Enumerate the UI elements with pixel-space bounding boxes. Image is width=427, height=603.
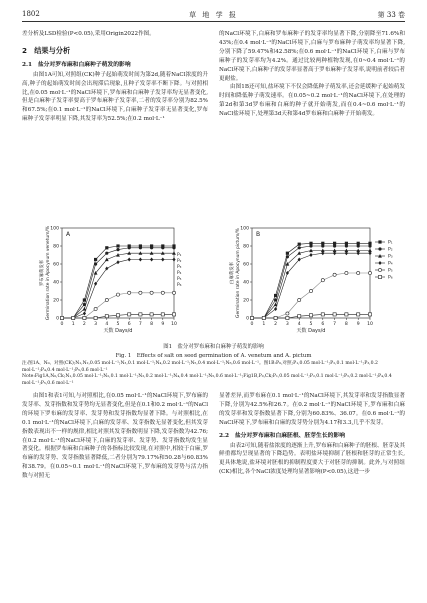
legend-label: P₅	[388, 268, 393, 274]
x-tick-label: 5	[116, 322, 120, 327]
data-point	[94, 258, 97, 261]
data-point	[345, 271, 348, 274]
x-axis-label: 天数 Days/d	[103, 328, 133, 334]
series-label: P₅	[177, 277, 182, 282]
data-point	[286, 316, 289, 319]
subsection-heading: 2.2 盐分对罗布麻和白麻胚根、胚芽生长的影响	[219, 432, 346, 439]
data-point	[172, 291, 175, 294]
data-point	[116, 314, 119, 317]
x-tick-label: 8	[344, 322, 348, 327]
x-tick-label: 7	[333, 322, 337, 327]
series-label: P₆	[177, 283, 182, 288]
x-tick-label: 0	[250, 322, 254, 327]
data-point	[72, 316, 75, 319]
data-point	[161, 258, 164, 262]
legend-label: P₆	[388, 275, 393, 281]
chart-panel-a	[38, 222, 208, 340]
data-point	[378, 247, 381, 250]
figure-caption-en: Fig. 1 Effects of salt on seed germination of A. venetum and A. pictum	[115, 353, 312, 359]
y-tick-label: 100	[240, 226, 249, 232]
legend-label: P₄	[388, 261, 393, 267]
plot-frame	[62, 228, 174, 318]
x-tick-label: 5	[309, 322, 313, 327]
series-line	[62, 246, 174, 318]
data-point	[378, 240, 381, 243]
data-point	[274, 316, 277, 319]
data-point	[161, 246, 164, 249]
data-point	[298, 298, 301, 301]
data-point	[286, 312, 289, 315]
left-column-top	[22, 30, 208, 124]
volume-number: 第 33 卷	[377, 11, 405, 19]
data-point	[250, 316, 253, 319]
series-line	[252, 251, 370, 319]
data-point	[378, 261, 381, 265]
x-tick-label: 8	[150, 322, 154, 327]
figure-caption-cn: 图1 盐分对罗布麻和白麻种子萌发的影响	[163, 344, 264, 350]
paragraph: 差分析及LSD检验(P<0.05),采用Origin2022作图。	[22, 31, 155, 37]
data-point	[357, 244, 360, 247]
data-point	[116, 244, 119, 247]
data-point	[286, 252, 289, 255]
paragraph: 由图1B还可知,盐环境下不仅会降低种子萌发率,还会延缓种子起始萌发时间和降低种子萌发速率。在0.05~0.2 mol·L⁻¹的NaCl环境下,在处理的第2d和第3d罗布麻和白麻的种子就开始萌发,而在0.4~0.6 mol·L⁻¹的NaCl盐环境下,处理第3d天和第4d罗布麻和白麻种子开始萌发。	[219, 84, 405, 118]
legend-label: P₁	[388, 240, 393, 246]
data-point	[150, 313, 153, 316]
x-tick-label: 1	[71, 322, 75, 327]
x-tick-label: 10	[171, 322, 177, 327]
x-tick-label: 6	[321, 322, 325, 327]
series-label: P₂	[177, 259, 182, 264]
y-tick-label: 40	[243, 280, 249, 286]
data-point	[309, 289, 312, 292]
figure-note-cn: 注:图1A、N₀、对照(CK);N₁,N₂,0.05 mol·L⁻¹;N₃,0.1 mol·L⁻¹;N₄,0.2 mol·L⁻¹;N₅,0.4 mol·L⁻¹;N₆,0.6 mol·L⁻¹。图1B:P₀,对照;P₁,0.05 mol·L⁻¹;P₂,0.1 mol·L⁻¹;P₃,0.2 mol·L⁻¹;P₄,0.4 mol·L⁻¹;P₅,0.6 mol·L⁻¹	[22, 361, 378, 373]
y-axis-label: Germination rate in Apocynum pictum/%	[236, 228, 241, 318]
data-point	[368, 244, 371, 247]
y-tick-label: 20	[53, 298, 59, 304]
y-tick-label: 60	[53, 262, 59, 268]
section-heading: 2 结果与分析	[22, 45, 71, 55]
data-point	[83, 316, 86, 319]
left-column-bottom	[22, 392, 208, 481]
data-point	[309, 244, 312, 247]
panel-label: B	[256, 231, 261, 238]
x-tick-label: 7	[138, 322, 142, 327]
x-tick-label: 6	[127, 322, 131, 327]
data-point	[274, 307, 277, 311]
data-point	[105, 246, 108, 249]
data-point	[161, 291, 164, 294]
series-line	[252, 253, 370, 318]
page-number: 1802	[22, 10, 40, 18]
data-point	[345, 313, 348, 316]
data-point	[161, 313, 164, 316]
subsection-heading: 2.1 盐分对罗布麻和白麻种子萌发的影响	[22, 61, 131, 68]
data-point	[105, 258, 109, 262]
data-point	[150, 246, 153, 249]
data-point	[172, 246, 175, 249]
data-point	[333, 273, 336, 276]
data-point	[60, 316, 63, 319]
data-point	[105, 252, 108, 255]
data-point	[116, 248, 119, 251]
data-point	[333, 244, 336, 247]
data-point	[286, 255, 289, 258]
data-point	[321, 244, 324, 247]
data-point	[139, 313, 142, 316]
x-tick-label: 10	[367, 322, 373, 327]
data-point	[83, 312, 86, 316]
data-point	[368, 313, 371, 316]
data-point	[172, 313, 175, 316]
right-column-top	[219, 30, 405, 119]
data-point	[368, 271, 371, 274]
y-tick-label: 80	[243, 244, 249, 250]
y-tick-label: 40	[53, 280, 59, 286]
data-point	[105, 315, 108, 318]
data-point	[298, 246, 301, 249]
y-axis-label: Germination rate in Apocynum venetum/%	[46, 225, 51, 321]
data-point	[116, 260, 119, 264]
y-tick-label: 80	[53, 244, 59, 250]
x-tick-label: 2	[274, 322, 278, 327]
data-point	[128, 258, 131, 262]
x-tick-label: 3	[285, 322, 289, 327]
x-tick-label: 3	[94, 322, 98, 327]
panel-label: A	[66, 231, 71, 238]
data-point	[105, 298, 108, 301]
data-point	[94, 316, 97, 319]
data-point	[378, 275, 381, 278]
x-tick-label: 1	[262, 322, 266, 327]
data-point	[321, 279, 324, 282]
data-point	[116, 293, 119, 296]
y-tick-label: 0	[56, 316, 59, 322]
series-line	[62, 248, 174, 318]
legend-label: P₃	[388, 254, 393, 260]
data-point	[128, 313, 131, 316]
data-point	[357, 313, 360, 316]
data-point	[94, 307, 97, 310]
data-point	[378, 268, 381, 271]
series-label: P₃	[177, 265, 182, 270]
journal-name: 草 地 学 报	[189, 11, 238, 19]
series-label: P₄	[177, 271, 182, 276]
x-tick-label: 9	[356, 322, 360, 327]
paragraph: 由表2可知,随着盐浓度的逐渐上升,罗布麻和白麻种子的胚根、胚芽及其鲜重都均呈现显著的下降趋势。表明盐环境抑制了胚根和胚芽的正常生长,更具体地说,盐环境对胚根的抑制程度要大于对胚芽的抑制。此外,与对照组(CK)相比,各个NaCl浓度处理均显著影响(P<0.05),这进一步	[219, 442, 405, 476]
data-point	[94, 262, 97, 265]
y-tick-label: 0	[246, 316, 249, 322]
paragraph: 的NaCl环境下,白麻和罗布麻种子的发芽率均显著下降,分别降至71.6%和43%;在0.4 mol·L⁻¹的NaCl环境下,白麻与罗布麻种子萌发率均显著下降,分别下降了59.47%和42.58%;在0.6 mol·L⁻¹的NaCl环境下,白麻与罗布麻种子的发芽率均为4.2%。通过比较两种植物发现,在0~0.4 mol·L⁻¹的NaCl环境下,白麻种子的发芽率显著高于罗布麻种子发芽率,说明前者较后者更耐盐。	[219, 31, 405, 82]
y-axis-label: 罗布麻萌发率	[40, 259, 45, 287]
right-column-bottom	[219, 392, 405, 477]
header-rule	[22, 21, 405, 22]
data-point	[139, 258, 142, 262]
x-tick-label: 0	[60, 322, 64, 327]
data-point	[128, 246, 131, 249]
data-point	[128, 291, 131, 294]
data-point	[139, 246, 142, 249]
paragraph: 由图1A可知,对照组(CK)种子起始萌发时间为第2d,随着NaCl浓度的升高,种子的起始萌发时间会出现滞后现象,且种子发芽率不断下降。与对照相比,在0.05 mol·L⁻¹的NaCl环境下,罗布麻和白麻种子发芽率均无显著变化,但是白麻种子发芽率要高于罗布麻种子发芽率,二者的发芽率分别为82.5%和67.5%;在0.1 mol·L⁻¹的NaCl环境下,白麻种子发芽率无显著变化,罗布麻种子发芽率明显下降,其发芽率为52.5%;在0.2 mol·L⁻¹	[22, 71, 208, 123]
x-tick-label: 4	[105, 322, 109, 327]
y-tick-label: 100	[50, 226, 59, 232]
data-point	[172, 258, 175, 262]
data-point	[333, 313, 336, 316]
data-point	[298, 315, 301, 318]
data-point	[139, 291, 142, 294]
figure-note-en: Note:Fig1A,N₀,Ck;N₁,0.05 mol·L⁻¹;N₂,0.1 mol·L⁻¹;N₃,0.2 mol·L⁻¹;N₄,0.4 mol·L⁻¹;N₅,0.6 mol·L⁻¹;Fig1B,P₀,Ck;P₁,0.05 mol·L⁻¹;P₂,0.1 mol·L⁻¹;P₃,0.2 mol·L⁻¹;P₄,0.4 mol·L⁻¹;P₅,0.6 mol·L⁻¹	[22, 374, 392, 386]
data-point	[321, 313, 324, 316]
y-tick-label: 20	[243, 298, 249, 304]
data-point	[309, 253, 312, 257]
chart-panel-b	[228, 222, 406, 340]
data-point	[150, 258, 153, 262]
x-tick-label: 9	[161, 322, 165, 327]
data-point	[357, 271, 360, 274]
x-tick-label: 4	[297, 322, 301, 327]
data-point	[345, 244, 348, 247]
paragraph: 由图1和表1可知,与对照相比,在0.05 mol·L⁻¹的NaCl环境下,罗布麻的发芽率、发芽指数和发芽势均无显著变化,但是在0.1和0.2 mol·L⁻¹的NaCl的环境下罗布麻的发芽率、发芽势和发芽指数均显著下降。与对照相比,在0.1 mol·L⁻¹的NaCl环境下,白麻的发芽率、发芽指数无显著变化,但其发芽指数表现出不一样的规律,相比对照其发芽指数明显下降,发芽指数为42.76;在0.2 mol·L⁻¹的NaCl环境下,白麻的发芽率、发芽势、发芽指数均发生显著变化。根据罗布麻和白麻种子的各指标比较发现,在对照中,相较于白麻,罗布麻的发芽势、发芽指数显著降低,二者分别为79.17%和50.28与60.83%和38.79。在0.05~0.1 mol·L⁻¹的NaCl环境下,罗布麻的发芽势与活力指数与对照无	[22, 393, 208, 480]
y-tick-label: 60	[243, 262, 249, 268]
legend-label: P₂	[388, 247, 393, 253]
data-point	[298, 243, 301, 246]
series-label: P₁	[177, 253, 182, 258]
data-point	[309, 314, 312, 317]
x-axis-label: 天数 Days/d	[296, 328, 326, 334]
paragraph: 显著差异,而罗布麻在0.1 mol·L⁻¹的NaCl环境下,其发芽率和发芽指数显著下降,分别为42.5%和26.7。在0.2 mol·L⁻¹的NaCl环境下,罗布麻和白麻的发芽率和发芽指数显著下降,分别为60.83%、36.07。在0.6 mol·L⁻¹的NaCl环境下,罗布麻和白麻的发芽势分别为4.17和3.3,几乎不发芽。	[219, 393, 405, 426]
data-point	[262, 316, 265, 319]
y-axis-label: 白麻萌发率	[230, 262, 235, 284]
data-point	[150, 291, 153, 294]
x-tick-label: 2	[82, 322, 86, 327]
